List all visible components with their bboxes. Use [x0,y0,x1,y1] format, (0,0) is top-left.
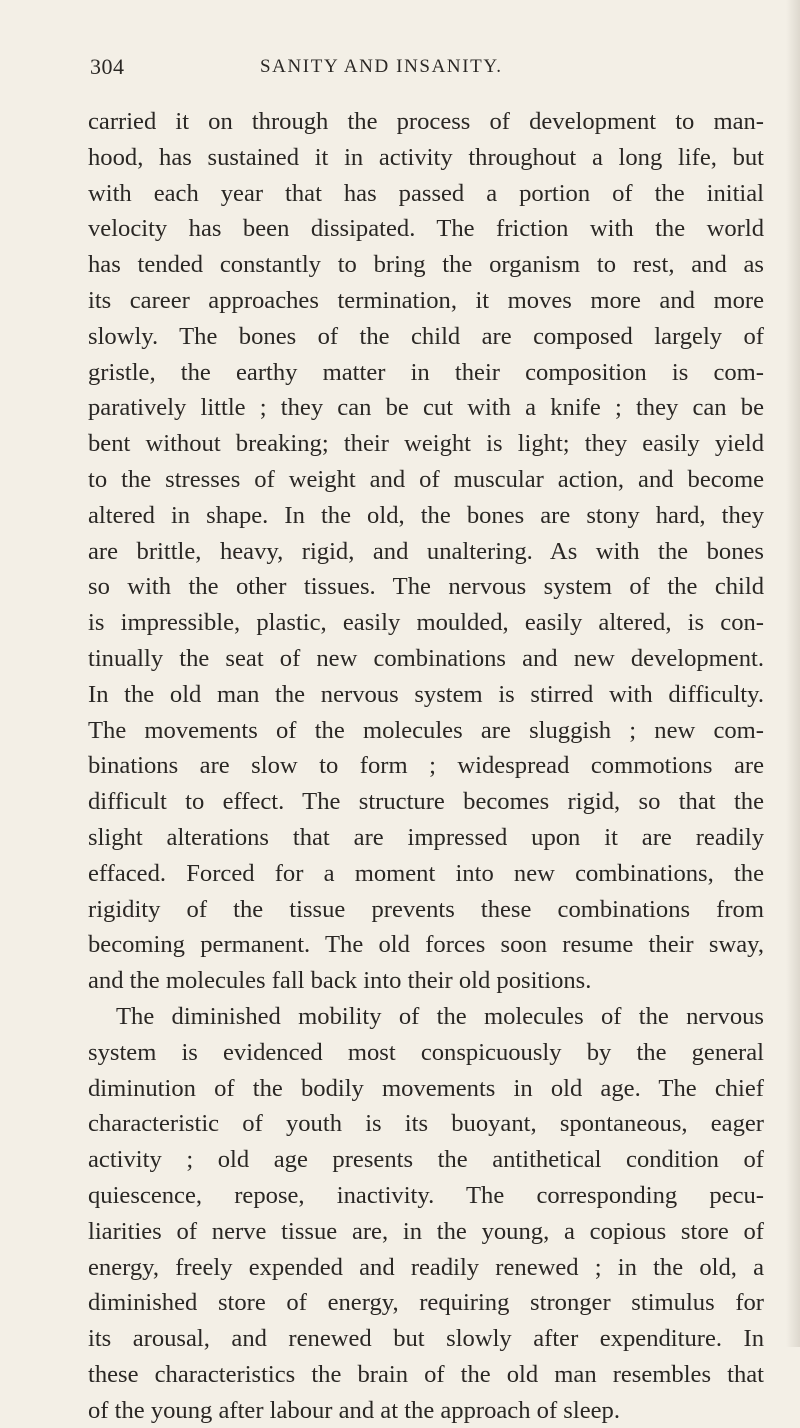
text-line: energy, freely expended and readily renewed ; in the old, a [88,1253,764,1281]
text-line: characteristic of youth is its buoyant, spontaneous, eager [88,1110,764,1138]
text-line: is impressible, plastic, easily moulded, easily altered, is con- [88,609,764,637]
text-line: activity ; old age presents the antithetical condition of [88,1146,764,1174]
text-line: carried it on through the process of development to man- [88,108,764,135]
text-line: has tended constantly to bring the organism to rest, and as [88,251,764,279]
text-line: velocity has been dissipated. The friction with the world [88,215,764,243]
text-line: liarities of nerve tissue are, in the young, a copious store of [88,1217,764,1245]
text-line: binations are slow to form ; widespread commotions are [88,752,764,780]
text-line: are brittle, heavy, rigid, and unaltering. As with the bones [88,537,764,565]
text-line: bent without breaking; their weight is light; they easily yield [88,430,764,458]
running-head: SANITY AND INSANITY. [260,56,503,77]
text-line: paratively little ; they can be cut with a knife ; they can be [88,394,764,422]
page-header [90,54,730,84]
text-line: becoming permanent. The old forces soon resume their sway, [88,931,764,959]
text-line: effaced. Forced for a moment into new combinations, the [88,859,764,887]
text-line: slight alterations that are impressed upon it are readily [88,823,764,851]
text-line: so with the other tissues. The nervous system of the child [88,573,764,601]
text-line: and the molecules fall back into their old positions. [88,967,592,995]
text-line: The movements of the molecules are sluggish ; new com- [88,716,764,744]
text-line: tinually the seat of new combinations and new development. [88,644,764,672]
text-line: with each year that has passed a portion of the initial [88,179,764,207]
text-line: to the stresses of weight and of muscular action, and become [88,465,764,493]
text-line: gristle, the earthy matter in their composition is com- [88,358,764,386]
text-line: of the young after labour and at the approach of sleep. [88,1396,620,1424]
text-line: these characteristics the brain of the old man resembles that [88,1360,764,1388]
page-edge-shadow [786,0,800,1347]
text-line: altered in shape. In the old, the bones are stony hard, they [88,501,764,529]
text-line: slowly. The bones of the child are composed largely of [88,322,764,350]
text-line: rigidity of the tissue prevents these combinations from [88,895,764,923]
text-line: diminished store of energy, requiring stronger stimulus for [88,1289,764,1317]
text-line: difficult to effect. The structure becomes rigid, so that the [88,788,764,816]
body-text [88,104,764,1428]
text-line: hood, has sustained it in activity throughout a long life, but [88,143,764,171]
text-line: its arousal, and renewed but slowly after expenditure. In [88,1325,764,1353]
page-number: 304 [90,54,125,79]
text-line: In the old man the nervous system is stirred with difficulty. [88,680,764,708]
text-line: system is evidenced most conspicuously by the general [88,1038,764,1066]
text-line: diminution of the bodily movements in old age. The chief [88,1074,764,1102]
text-line: its career approaches termination, it moves more and more [88,286,764,314]
text-line: The diminished mobility of the molecules of the nervous [116,1002,764,1030]
text-line: quiescence, repose, inactivity. The corresponding pecu- [88,1181,764,1209]
